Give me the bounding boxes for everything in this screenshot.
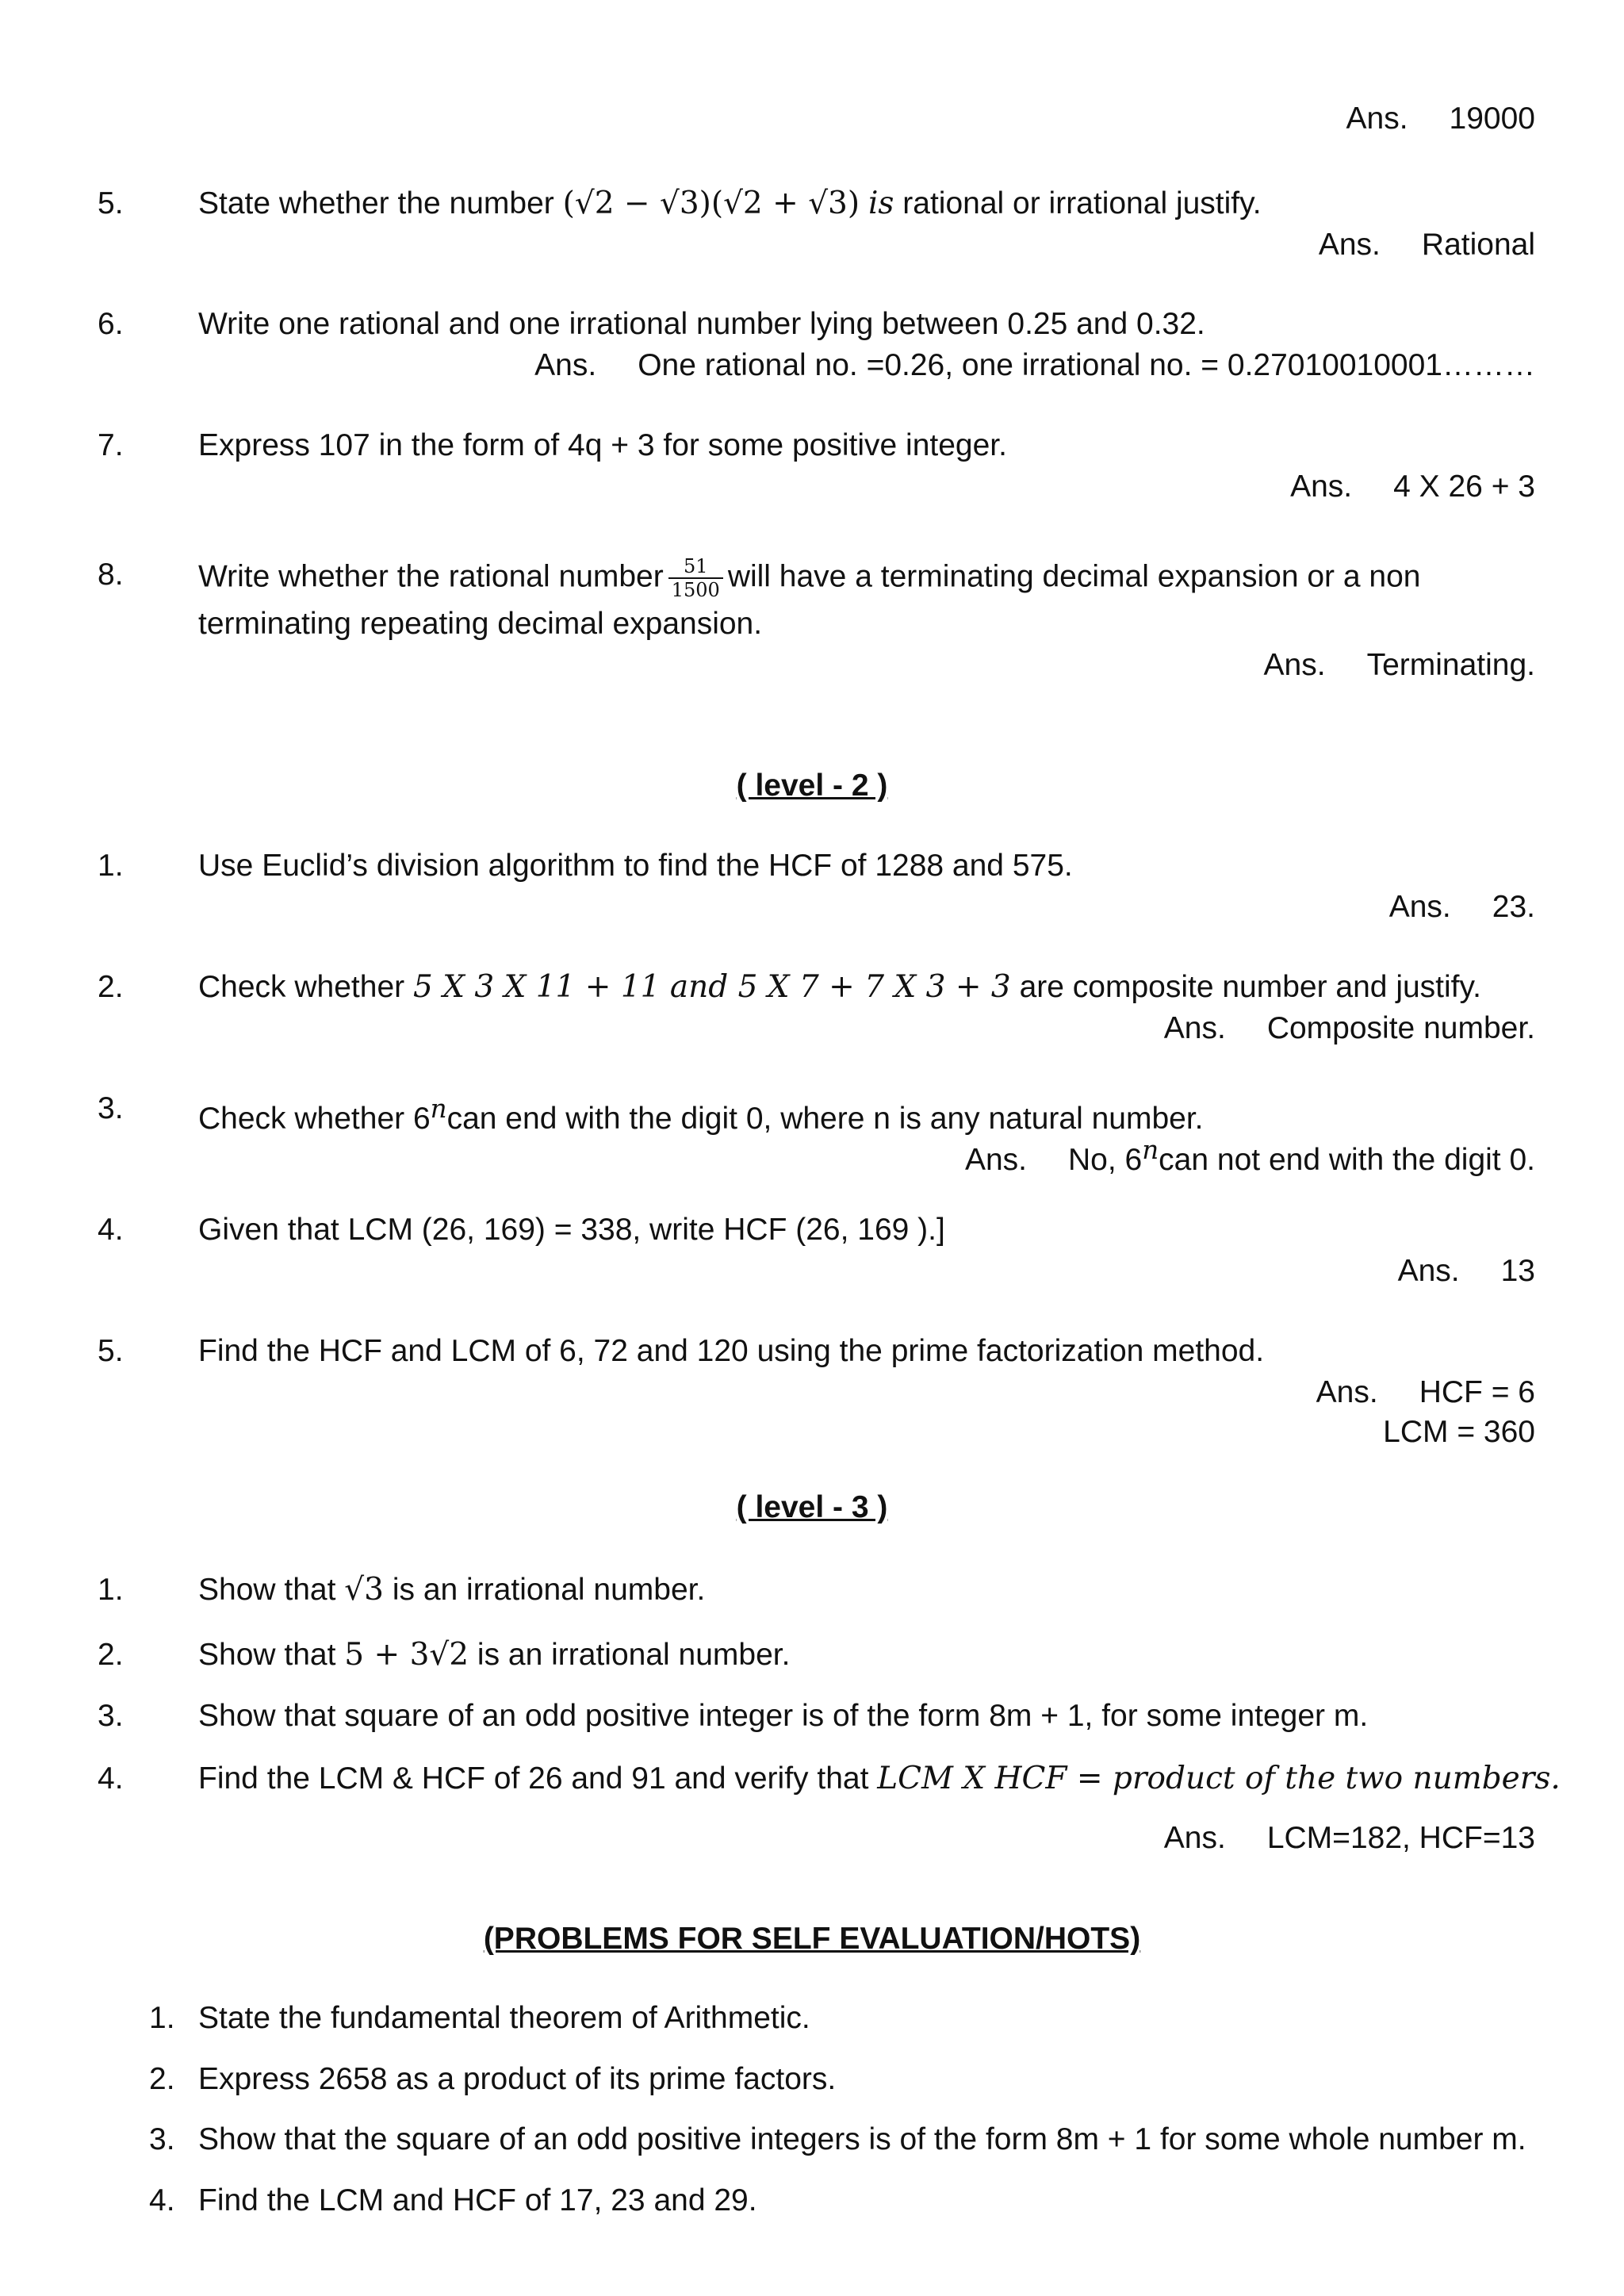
math-expression: √3 xyxy=(344,1572,384,1608)
section-heading-level-2: ( level - 2 ) xyxy=(736,769,888,803)
math-expression: LCM X HCF = product of the two numbers. xyxy=(877,1761,1561,1796)
section-heading-level-3: ( level - 3 ) xyxy=(736,1490,888,1524)
math-expression: 5 X 3 X 11 + 11 and 5 X 7 + 7 X 3 + 3 xyxy=(412,969,1011,1005)
math-expression: 5 + 3√2 xyxy=(344,1637,469,1673)
fraction: $\frac{51}{1500}$ xyxy=(668,555,723,601)
answer: Ans. 19000 xyxy=(1346,102,1535,136)
section-heading-hots: (PROBLEMS FOR SELF EVALUATION/HOTS) xyxy=(483,1922,1141,1956)
math-expression: (√2 − √3)(√2 + √3) xyxy=(562,186,860,221)
